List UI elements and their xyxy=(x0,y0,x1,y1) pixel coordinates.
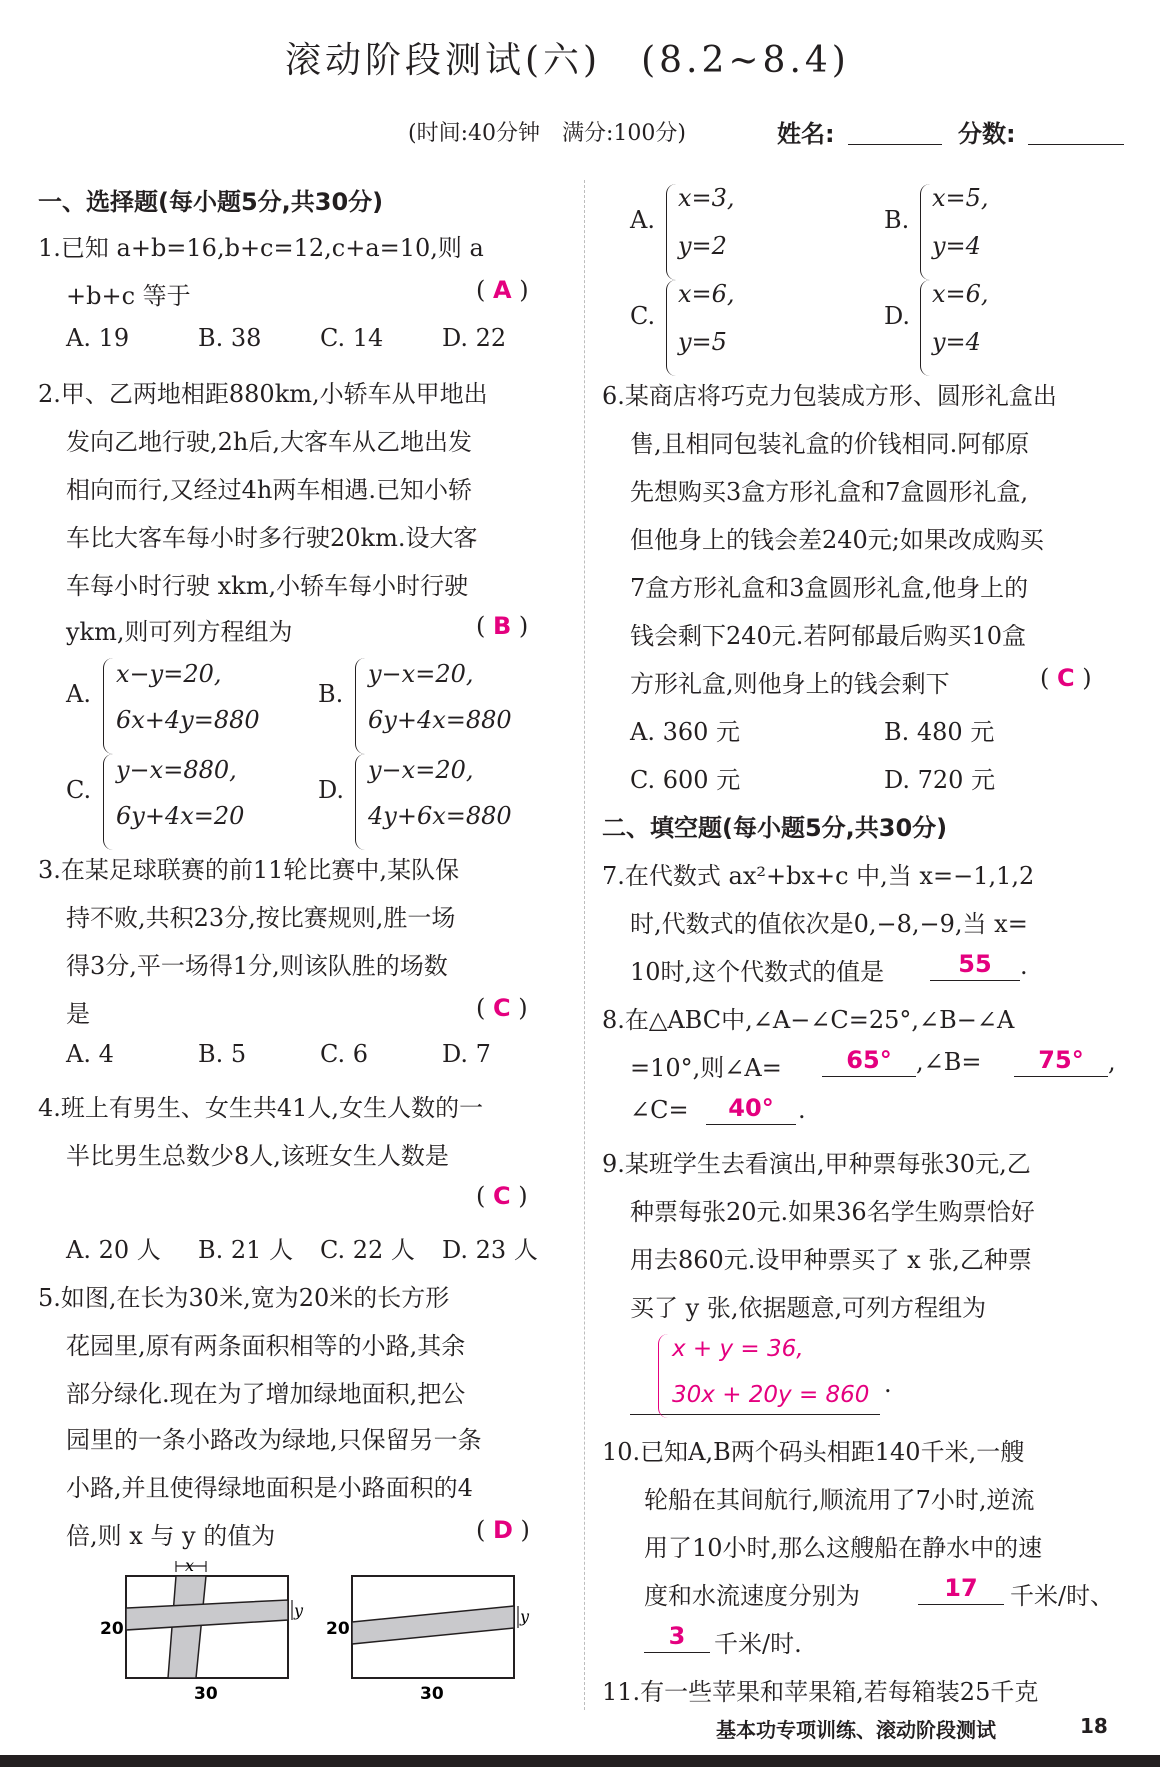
fig1-height-label: 20 xyxy=(100,1619,124,1639)
q1-line: +b+c 等于 xyxy=(66,282,191,310)
q5-label-d: D. xyxy=(884,302,911,330)
q2-b-eq2: 6y+4x=880 xyxy=(368,706,512,734)
q5-answer-bracket: ( D ) xyxy=(476,1516,530,1544)
q8-angle-a: 65° xyxy=(846,1046,892,1074)
q4-line: 半比男生总数少8人,该班女生人数是 xyxy=(66,1142,449,1170)
q1-option-b: B. 38 xyxy=(198,324,262,352)
q2-c-eq2: 6y+4x=20 xyxy=(116,802,245,830)
q10-current-speed: 3 xyxy=(668,1622,686,1650)
q3-option-c: C. 6 xyxy=(320,1040,369,1068)
score-blank[interactable] xyxy=(1028,116,1124,145)
name-label: 姓名: xyxy=(777,120,835,148)
q8-text: , xyxy=(1108,1048,1116,1076)
q5-line: 园里的一条小路改为绿地,只保留另一条 xyxy=(66,1426,482,1454)
q7-answer: 55 xyxy=(958,950,992,978)
q2-line: 发向乙地行驶,2h后,大客车从乙地出发 xyxy=(66,428,472,456)
q7-answer-blank[interactable] xyxy=(930,950,1020,981)
q7-line: 7.在代数式 ax²+bx+c 中,当 x=−1,1,2 xyxy=(602,862,1035,890)
q7-line: 10时,这个代数式的值是 xyxy=(630,958,885,986)
q8-text: ∠C= xyxy=(630,1096,689,1124)
q8-angle-a-blank[interactable] xyxy=(822,1046,916,1077)
fig2-width-label: 30 xyxy=(420,1684,444,1704)
bottom-bar xyxy=(0,1755,1160,1767)
q2-label-c: C. xyxy=(66,776,92,804)
q9-answer-eq2: 30x + 20y = 860 xyxy=(672,1382,870,1408)
score-label: 分数: xyxy=(958,120,1016,148)
q5-a-eq2: y=2 xyxy=(678,232,727,260)
q3-line: 是 xyxy=(66,1000,90,1028)
q8-angle-c-blank[interactable] xyxy=(706,1094,796,1125)
q4-option-c: C. 22 人 xyxy=(320,1236,415,1264)
q2-line: 车比大客车每小时多行驶20km.设大客 xyxy=(66,524,478,552)
q11-line: 11.有一些苹果和苹果箱,若每箱装25千克 xyxy=(602,1678,1039,1706)
fig1-x-label: x xyxy=(185,1556,195,1575)
q6-answer: C xyxy=(1057,664,1075,692)
q8-line: 8.在△ABC中,∠A−∠C=25°,∠B−∠A xyxy=(602,1006,1015,1034)
fig2-height-label: 20 xyxy=(326,1619,350,1639)
page-title: 滚动阶段测试(六) (8.2~8.4) xyxy=(285,40,850,81)
q5-figures xyxy=(90,1556,560,1706)
q2-answer-bracket: ( B ) xyxy=(476,612,529,640)
q5-line: 倍,则 x 与 y 的值为 xyxy=(66,1522,276,1550)
q5-a-eq1: x=3, xyxy=(678,184,735,212)
q4-option-a: A. 20 人 xyxy=(66,1236,161,1264)
q6-option-d: D. 720 元 xyxy=(884,766,996,794)
q5-answer: D xyxy=(493,1516,513,1544)
q6-line: 售,且相同包装礼盒的价钱相同.阿郁原 xyxy=(630,430,1030,458)
q5-b-eq1: x=5, xyxy=(932,184,989,212)
q5-d-eq2: y=4 xyxy=(932,328,981,356)
q3-line: 持不败,共积23分,按比赛规则,胜一场 xyxy=(66,904,456,932)
q5-label-a: A. xyxy=(630,206,655,234)
figure-cross-paths xyxy=(126,1561,292,1678)
q1-answer: A xyxy=(493,276,512,304)
q6-line: 方形礼盒,则他身上的钱会剩下 xyxy=(630,670,950,698)
q5-line: 小路,并且使得绿地面积是小路面积的4 xyxy=(66,1474,473,1502)
q10-line: 10.已知A,B两个码头相距140千米,一艘 xyxy=(602,1438,1025,1466)
q6-option-a: A. 360 元 xyxy=(630,718,741,746)
q4-line: 4.班上有男生、女生共41人,女生人数的一 xyxy=(38,1094,484,1122)
q2-line: 相向而行,又经过4h两车相遇.已知小轿 xyxy=(66,476,472,504)
q1-option-c: C. 14 xyxy=(320,324,384,352)
q6-line: 先想购买3盒方形礼盒和7盒圆形礼盒, xyxy=(630,478,1029,506)
q3-answer: C xyxy=(493,994,511,1022)
q8-angle-b-blank[interactable] xyxy=(1014,1046,1108,1077)
q3-option-b: B. 5 xyxy=(198,1040,247,1068)
q9-line: 9.某班学生去看演出,甲种票每张30元,乙 xyxy=(602,1150,1031,1178)
q6-line: 7盒方形礼盒和3盒圆形礼盒,他身上的 xyxy=(630,574,1029,602)
page-number: 18 xyxy=(1080,1714,1108,1738)
q8-text: ,∠B= xyxy=(916,1048,982,1076)
q5-c-eq2: y=5 xyxy=(678,328,727,356)
q9-line: 用去860元.设甲种票买了 x 张,乙种票 xyxy=(630,1246,1032,1274)
fig1-width-label: 30 xyxy=(194,1684,218,1704)
figure-single-path xyxy=(352,1576,518,1678)
q2-label-b: B. xyxy=(318,680,344,708)
q10-text: 千米/时、 xyxy=(1010,1582,1115,1610)
q10-text: 度和水流速度分别为 xyxy=(644,1582,860,1610)
fig1-y-label: y xyxy=(294,1601,304,1620)
q10-still-water-speed: 17 xyxy=(944,1574,978,1602)
q5-b-eq2: y=4 xyxy=(932,232,981,260)
q5-label-c: C. xyxy=(630,302,656,330)
q2-line: 车每小时行驶 xkm,小轿车每小时行驶 xyxy=(66,572,469,600)
fig2-y-label: y xyxy=(520,1607,530,1626)
q10-text: 千米/时. xyxy=(714,1630,802,1658)
q5-line: 部分绿化.现在为了增加绿地面积,把公 xyxy=(66,1380,466,1408)
q5-line: 花园里,原有两条面积相等的小路,其余 xyxy=(66,1332,466,1360)
q2-label-a: A. xyxy=(66,680,91,708)
q1-option-d: D. 22 xyxy=(442,324,507,352)
q2-d-eq1: y−x=20, xyxy=(368,756,474,784)
name-blank[interactable] xyxy=(848,116,942,145)
q6-answer-bracket: ( C ) xyxy=(1040,664,1092,692)
q9-answer-eq1: x + y = 36, xyxy=(672,1336,804,1362)
q4-option-d: D. 23 人 xyxy=(442,1236,538,1264)
q6-line: 6.某商店将巧克力包装成方形、圆形礼盒出 xyxy=(602,382,1057,410)
q6-line: 钱会剩下240元.若阿郁最后购买10盒 xyxy=(630,622,1026,650)
q2-a-eq2: 6x+4y=880 xyxy=(116,706,260,734)
q1-answer-bracket: ( A ) xyxy=(476,276,529,304)
q2-d-eq2: 4y+6x=880 xyxy=(368,802,512,830)
q3-line: 3.在某足球联赛的前11轮比赛中,某队保 xyxy=(38,856,460,884)
q4-option-b: B. 21 人 xyxy=(198,1236,294,1264)
column-divider xyxy=(584,180,585,1710)
q3-option-a: A. 4 xyxy=(66,1040,114,1068)
q2-line: 2.甲、乙两地相距880km,小轿车从甲地出 xyxy=(38,380,488,408)
q8-angle-c: 40° xyxy=(728,1094,774,1122)
q9-line: 买了 y 张,依据题意,可列方程组为 xyxy=(630,1294,987,1322)
q2-b-eq1: y−x=20, xyxy=(368,660,474,688)
q5-c-eq1: x=6, xyxy=(678,280,735,308)
q6-line: 但他身上的钱会差240元;如果改成购买 xyxy=(630,526,1044,554)
q2-a-eq1: x−y=20, xyxy=(116,660,222,688)
q8-angle-b: 75° xyxy=(1038,1046,1084,1074)
q7-line: 时,代数式的值依次是0,−8,−9,当 x= xyxy=(630,910,1028,938)
q3-answer-bracket: ( C ) xyxy=(476,994,528,1022)
test-meta: (时间:40分钟 满分:100分) xyxy=(408,121,686,146)
q10-line: 轮船在其间航行,顺流用了7小时,逆流 xyxy=(644,1486,1035,1514)
q6-option-c: C. 600 元 xyxy=(630,766,741,794)
q1-option-a: A. 19 xyxy=(66,324,130,352)
q7-end: . xyxy=(1020,952,1028,980)
q9-end: . xyxy=(884,1370,892,1398)
q6-option-b: B. 480 元 xyxy=(884,718,995,746)
q2-label-d: D. xyxy=(318,776,345,804)
q5-d-eq1: x=6, xyxy=(932,280,989,308)
q3-line: 得3分,平一场得1分,则该队胜的场数 xyxy=(66,952,448,980)
q9-line: 种票每张20元.如果36名学生购票恰好 xyxy=(630,1198,1035,1226)
q5-line: 5.如图,在长为30米,宽为20米的长方形 xyxy=(38,1284,450,1312)
q5-label-b: B. xyxy=(884,206,910,234)
footer-text: 基本功专项训练、滚动阶段测试 xyxy=(716,1718,996,1742)
q3-option-d: D. 7 xyxy=(442,1040,491,1068)
q8-text: =10°,则∠A= xyxy=(630,1054,782,1082)
q4-answer: C xyxy=(493,1182,511,1210)
q2-c-eq1: y−x=880, xyxy=(116,756,237,784)
q4-answer-bracket: ( C ) xyxy=(476,1182,528,1210)
q10-speed-blank[interactable] xyxy=(918,1574,1004,1605)
section-choice-heading: 一、选择题(每小题5分,共30分) xyxy=(38,188,384,216)
section-fill-heading: 二、填空题(每小题5分,共30分) xyxy=(602,814,948,842)
q10-line: 用了10小时,那么这艘船在静水中的速 xyxy=(644,1534,1043,1562)
q2-answer: B xyxy=(493,612,512,640)
q1-line: 1.已知 a+b=16,b+c=12,c+a=10,则 a xyxy=(38,234,484,262)
q8-end: . xyxy=(798,1096,806,1124)
q2-line: ykm,则可列方程组为 xyxy=(66,618,293,646)
q10-current-blank[interactable] xyxy=(644,1622,710,1653)
